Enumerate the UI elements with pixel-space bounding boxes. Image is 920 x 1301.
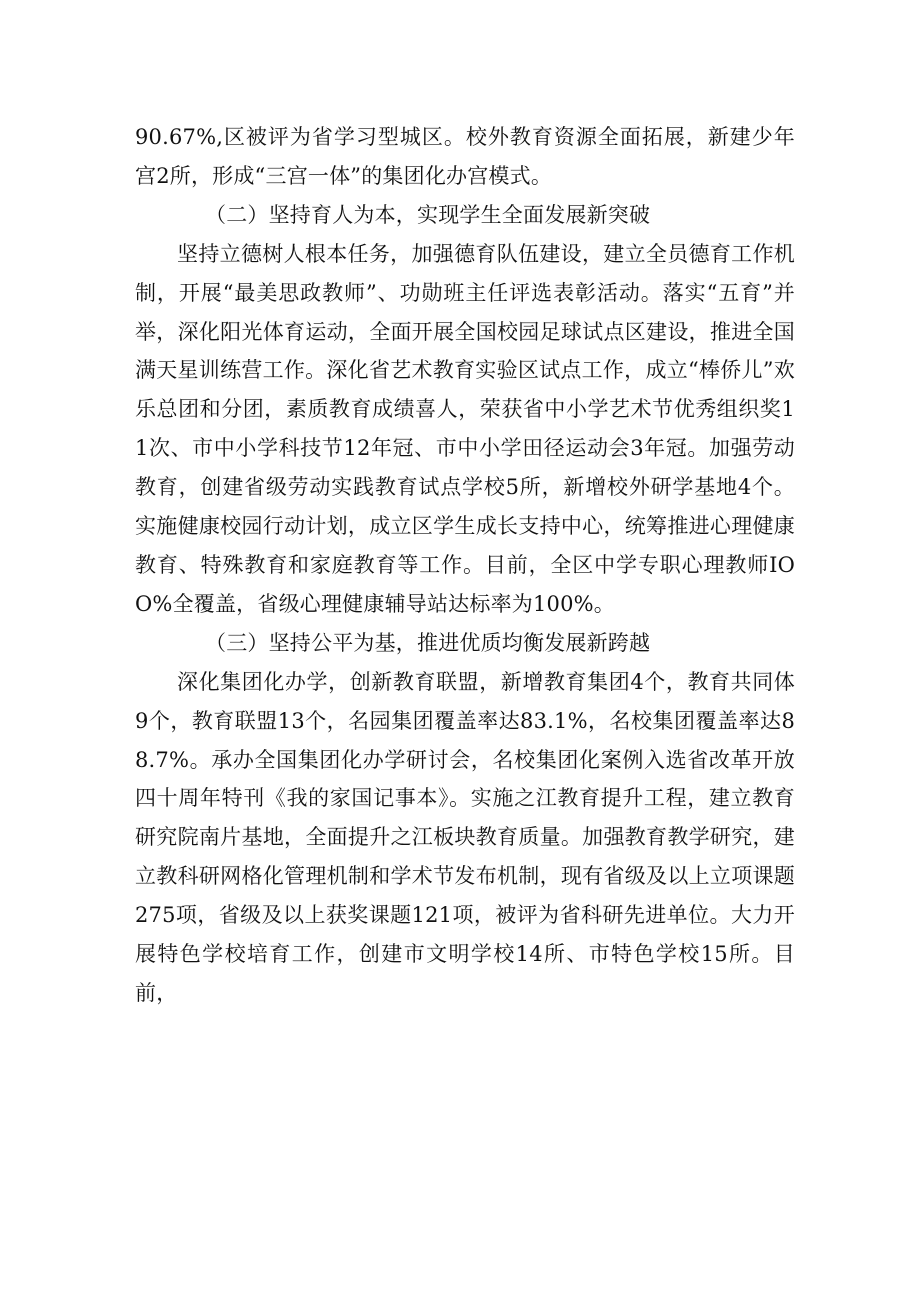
section-heading-3: （三）坚持公平为基，推进优质均衡发展新跨越: [205, 630, 651, 655]
document-body: [135, 118, 795, 1013]
paragraph-section-2: 坚持立德树人根本任务，加强德育队伍建设，建立全员德育工作机制，开展“最美思政教师”、功勋班主任评选表彰活动。落实“五育”并举，深化阳光体育运动，全面开展全国校园足球试点区建设，推进全国满天星训练营工作。深化省艺术教育实验区试点工作，成立“棒侨儿”欢乐总团和分团，素质教育成绩喜人，荣获省中小学艺术节优秀组织奖11次、市中小学科技节12年冠、市中小学田径运动会3年冠。加强劳动教育，创建省级劳动实践教育试点学校5所，新增校外研学基地4个。实施健康校园行动计划，成立区学生成长支持中心，统筹推进心理健康教育、特殊教育和家庭教育等工作。目前，全区中学专职心理教师IOO%全覆盖，省级心理健康辅导站达标率为100%。: [135, 241, 795, 616]
section-heading-2: （二）坚持育人为本，实现学生全面发展新突破: [205, 202, 651, 227]
paragraph-continuation: 90.67%,区被评为省学习型城区。校外教育资源全面拓展，新建少年宫2所，形成“三宫一体”的集团化办宫模式。: [135, 125, 795, 188]
paragraph-section-3: 深化集团化办学，创新教育联盟，新增教育集团4个，教育共同体9个，教育联盟13个，名园集团覆盖率达83.1%，名校集团覆盖率达88.7%。承办全国集团化办学研讨会，名校集团化案例入选省改革开放四十周年特刊《我的家国记事本》。实施之江教育提升工程，建立教育研究院南片基地，全面提升之江板块教育质量。加强教育教学研究，建立教科研网格化管理机制和学术节发布机制，现有省级及以上立项课题275项，省级及以上获奖课题121项，被评为省科研先进单位。大力开展特色学校培育工作，创建市文明学校14所、市特色学校15所。目前，: [135, 669, 795, 1005]
